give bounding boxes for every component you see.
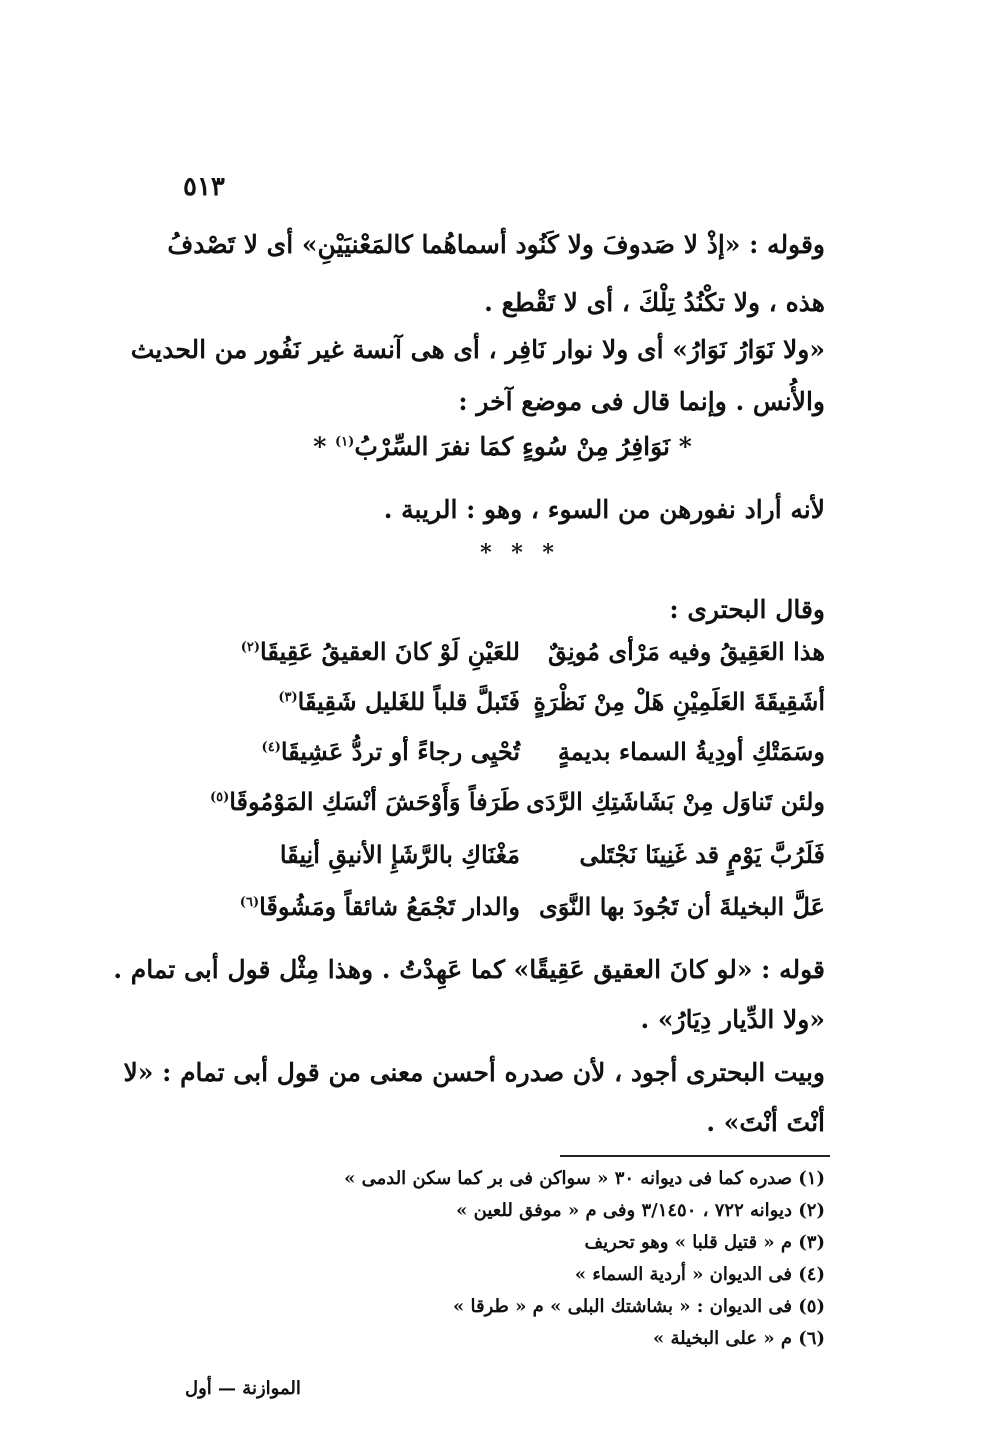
- verse-row: [180, 787, 825, 837]
- footnote-ref: (٥): [209, 790, 230, 805]
- verse-second-hemistich: فَتَبلَّ قلباً للغَليل شَقِيقَا$^{(٣)}$: [278, 687, 520, 716]
- verse-row: [180, 637, 825, 687]
- verse-second-hemistich: طَرَفاً وَأَوْحَشَ أنْسَكِ المَوْمُوقَا$^{(٥)}$: [209, 787, 520, 816]
- verse-first-hemistich: وسَمَتْكِ أودِيةُ السماء بديمةٍ: [557, 737, 825, 766]
- paragraph-line: والأُنس . وإنما قال فى موضع آخر :: [458, 387, 825, 416]
- paragraph-line: أنْتَ أنْتَ» .: [706, 1108, 825, 1137]
- verse-first-hemistich: ولئن تَناوَل مِنْ بَشَاشَتِكِ الرَّدَى: [526, 787, 825, 816]
- verse-second-hemistich: تُحْيِى رجاءً أو تردُّ عَشِيقَا$^{(٤)}$: [261, 737, 520, 766]
- paragraph-line: وبيت البحترى أجود ، لأن صدره أحسن معنى من قول أبى تمام : «لا: [123, 1058, 825, 1087]
- page-number: ٥١٣: [183, 172, 225, 202]
- footnote-ref: (٣): [278, 690, 298, 705]
- footnote: (٣) م « قتيل قلبا » وهو تحريف: [584, 1232, 825, 1253]
- footnote-ref: (٦): [239, 895, 260, 910]
- verse-row: [180, 840, 825, 890]
- verse-first-hemistich: أشَقِيقَةَ العَلَمِيْنِ هَلْ مِنْ نَظْرَةٍ: [533, 687, 825, 716]
- footnote: (١) صدره كما فى ديوانه ٣٠ « سواكن فى بر كما سكن الدمى »: [344, 1168, 825, 1189]
- section-separator: * * *: [480, 540, 560, 566]
- verse-row: [180, 892, 825, 942]
- footnote-ref: (١): [335, 434, 355, 450]
- footnote: (٢) ديوانه ٧٢٢ ، ٣/١٤٥٠ وفى م « موفق للعين »: [456, 1200, 825, 1221]
- verse-second-hemistich: للعَيْنِ لَوْ كانَ العقيقُ عَقِيقَا$^{(٢)}$: [240, 637, 520, 666]
- verse-first-hemistich: هذا العَقِيقُ وفيه مَرْأى مُونِقٌ: [548, 637, 825, 666]
- footnote: (٦) م « على البخيلة »: [653, 1328, 825, 1349]
- footnote-ref: (٢): [240, 640, 261, 655]
- paragraph-line: «ولا الدِّيار دِيَارُ» .: [640, 1005, 825, 1034]
- footnote-ref: (٤): [261, 740, 281, 755]
- quote-end-mark: *: [313, 432, 327, 461]
- verse-second-hemistich: والدار تَجْمَعُ شائقاً ومَشُوقَا$^{(٦)}$: [239, 892, 520, 921]
- book-signature: الموازنة — أول: [185, 1378, 301, 1399]
- footnote: (٤) فى الديوان « أردية السماء »: [574, 1264, 825, 1285]
- verse-first-hemistich: عَلَّ البخيلةَ أن تَجُودَ بها النَّوَى: [538, 892, 825, 921]
- paragraph-line: لأنه أراد نفورهن من السوء ، وهو : الريبة .: [383, 495, 825, 524]
- poet-intro: وقال البحترى :: [669, 595, 825, 624]
- verse-second-hemistich: مَغْنَاكِ بالرَّشَإِ الأنيقِ أنِيقَا: [279, 840, 520, 869]
- verse-row: [180, 687, 825, 737]
- paragraph-line: قوله : «لو كانَ العقيق عَقِيقًا» كما عَهِدْتُ . وهذا مِثْل قول أبى تمام .: [113, 955, 825, 984]
- paragraph-line: هذه ، ولا تكْنُدُ تِلْكَ ، أى لا تَقْطع .: [484, 288, 825, 317]
- verse-first-hemistich: فَلَرُبَّ يَوْمٍ قد غَنِينَا نَجْتَلى: [579, 840, 825, 869]
- paragraph-line: «ولا نَوَارُ نَوَارُ» أى ولا نوار نَافِر ، أى هى آنسة غير نَفُور من الحديث: [130, 335, 825, 364]
- footnote-divider: [560, 1155, 830, 1157]
- paragraph-line: وقوله : «إذْ لا صَدوفَ ولا كَنُود أسماهُما كالمَعْنيَيْنِ» أى لا تَصْدفُ: [167, 230, 825, 259]
- quote-text: * نَوَافِرُ مِنْ سُوءٍ كمَا نفرَ السِّرْبُ: [354, 432, 692, 461]
- verse-row: [180, 737, 825, 787]
- quoted-hemistich: [180, 432, 825, 461]
- footnote: (٥) فى الديوان : « بشاشتك البلى » م « طرقا »: [453, 1296, 825, 1317]
